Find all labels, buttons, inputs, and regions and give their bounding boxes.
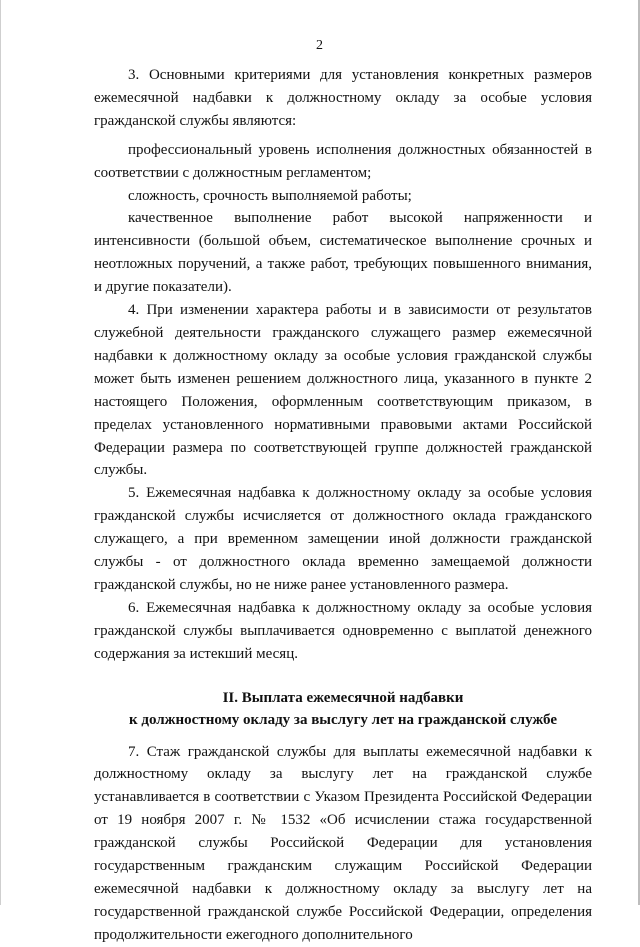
section-heading-line-1: II. Выплата ежемесячной надбавки [222,689,464,706]
paragraph-7: 7. Стаж гражданской службы для выплаты ежемесячной надбавки к должностному окладу за выслугу лет на гражданской службе устанавливается в соответствии с Указом Президента Российской Федерации от 19 ноября 2007 г. № 1532 «Об исчислении стажа государственной гражданской службы Российской Федерации для установления государственным гражданским служащим Российской Федерации ежемесячной надбавки к должностному окладу за выслугу лет на государственной гражданской службе Российской Федерации, определения продолжительности ежегодного дополнительного [94,743,592,943]
section-heading [94,687,592,731]
paragraph-5: 5. Ежемесячная надбавка к должностному окладу за особые условия гражданской службы исчисляется от должностного оклада гражданского служащего, а при временном замещении иной должности гражданской службы - от должностного оклада временно замещаемой должности гражданской службы, но не ниже ранее установленного размера. [94,485,592,593]
section-heading-line-2: к должностному окладу за выслугу лет на гражданской службе [128,711,558,728]
paragraph-4: 4. При изменении характера работы и в зависимости от результатов служебной деятельности гражданского служащего размер ежемесячной надбавки к должностному окладу за особые условия гражданской службы может быть изменен решением должностного лица, указанного в пункте 2 настоящего Положения, оформленным соответствующим приказом, в пределах установленного нормативными правовыми актами Российской Федерации размера по соответствующей группе должностей гражданской службы. [94,302,592,479]
criterion-quality: качественное выполнение работ высокой напряженности и интенсивности (большой объем, систематическое выполнение срочных и неотложных поручений, а также работ, требующих повышенного внимания, и другие показатели). [94,210,592,296]
criterion-professional-level: профессиональный уровень исполнения должностных обязанностей в соответствии с должностным регламентом; [94,141,592,181]
document-body [94,64,592,947]
paragraph-6: 6. Ежемесячная надбавка к должностному окладу за особые условия гражданской службы выплачивается одновременно с выплатой денежного содержания за истекший месяц. [94,599,592,662]
criterion-complexity: сложность, срочность выполняемой работы; [128,187,412,204]
paragraph-3: 3. Основными критериями для установления конкретных размеров ежемесячной надбавки к должностному окладу за особые условия гражданской службы являются: [94,67,592,129]
page-number: 2 [316,38,323,53]
